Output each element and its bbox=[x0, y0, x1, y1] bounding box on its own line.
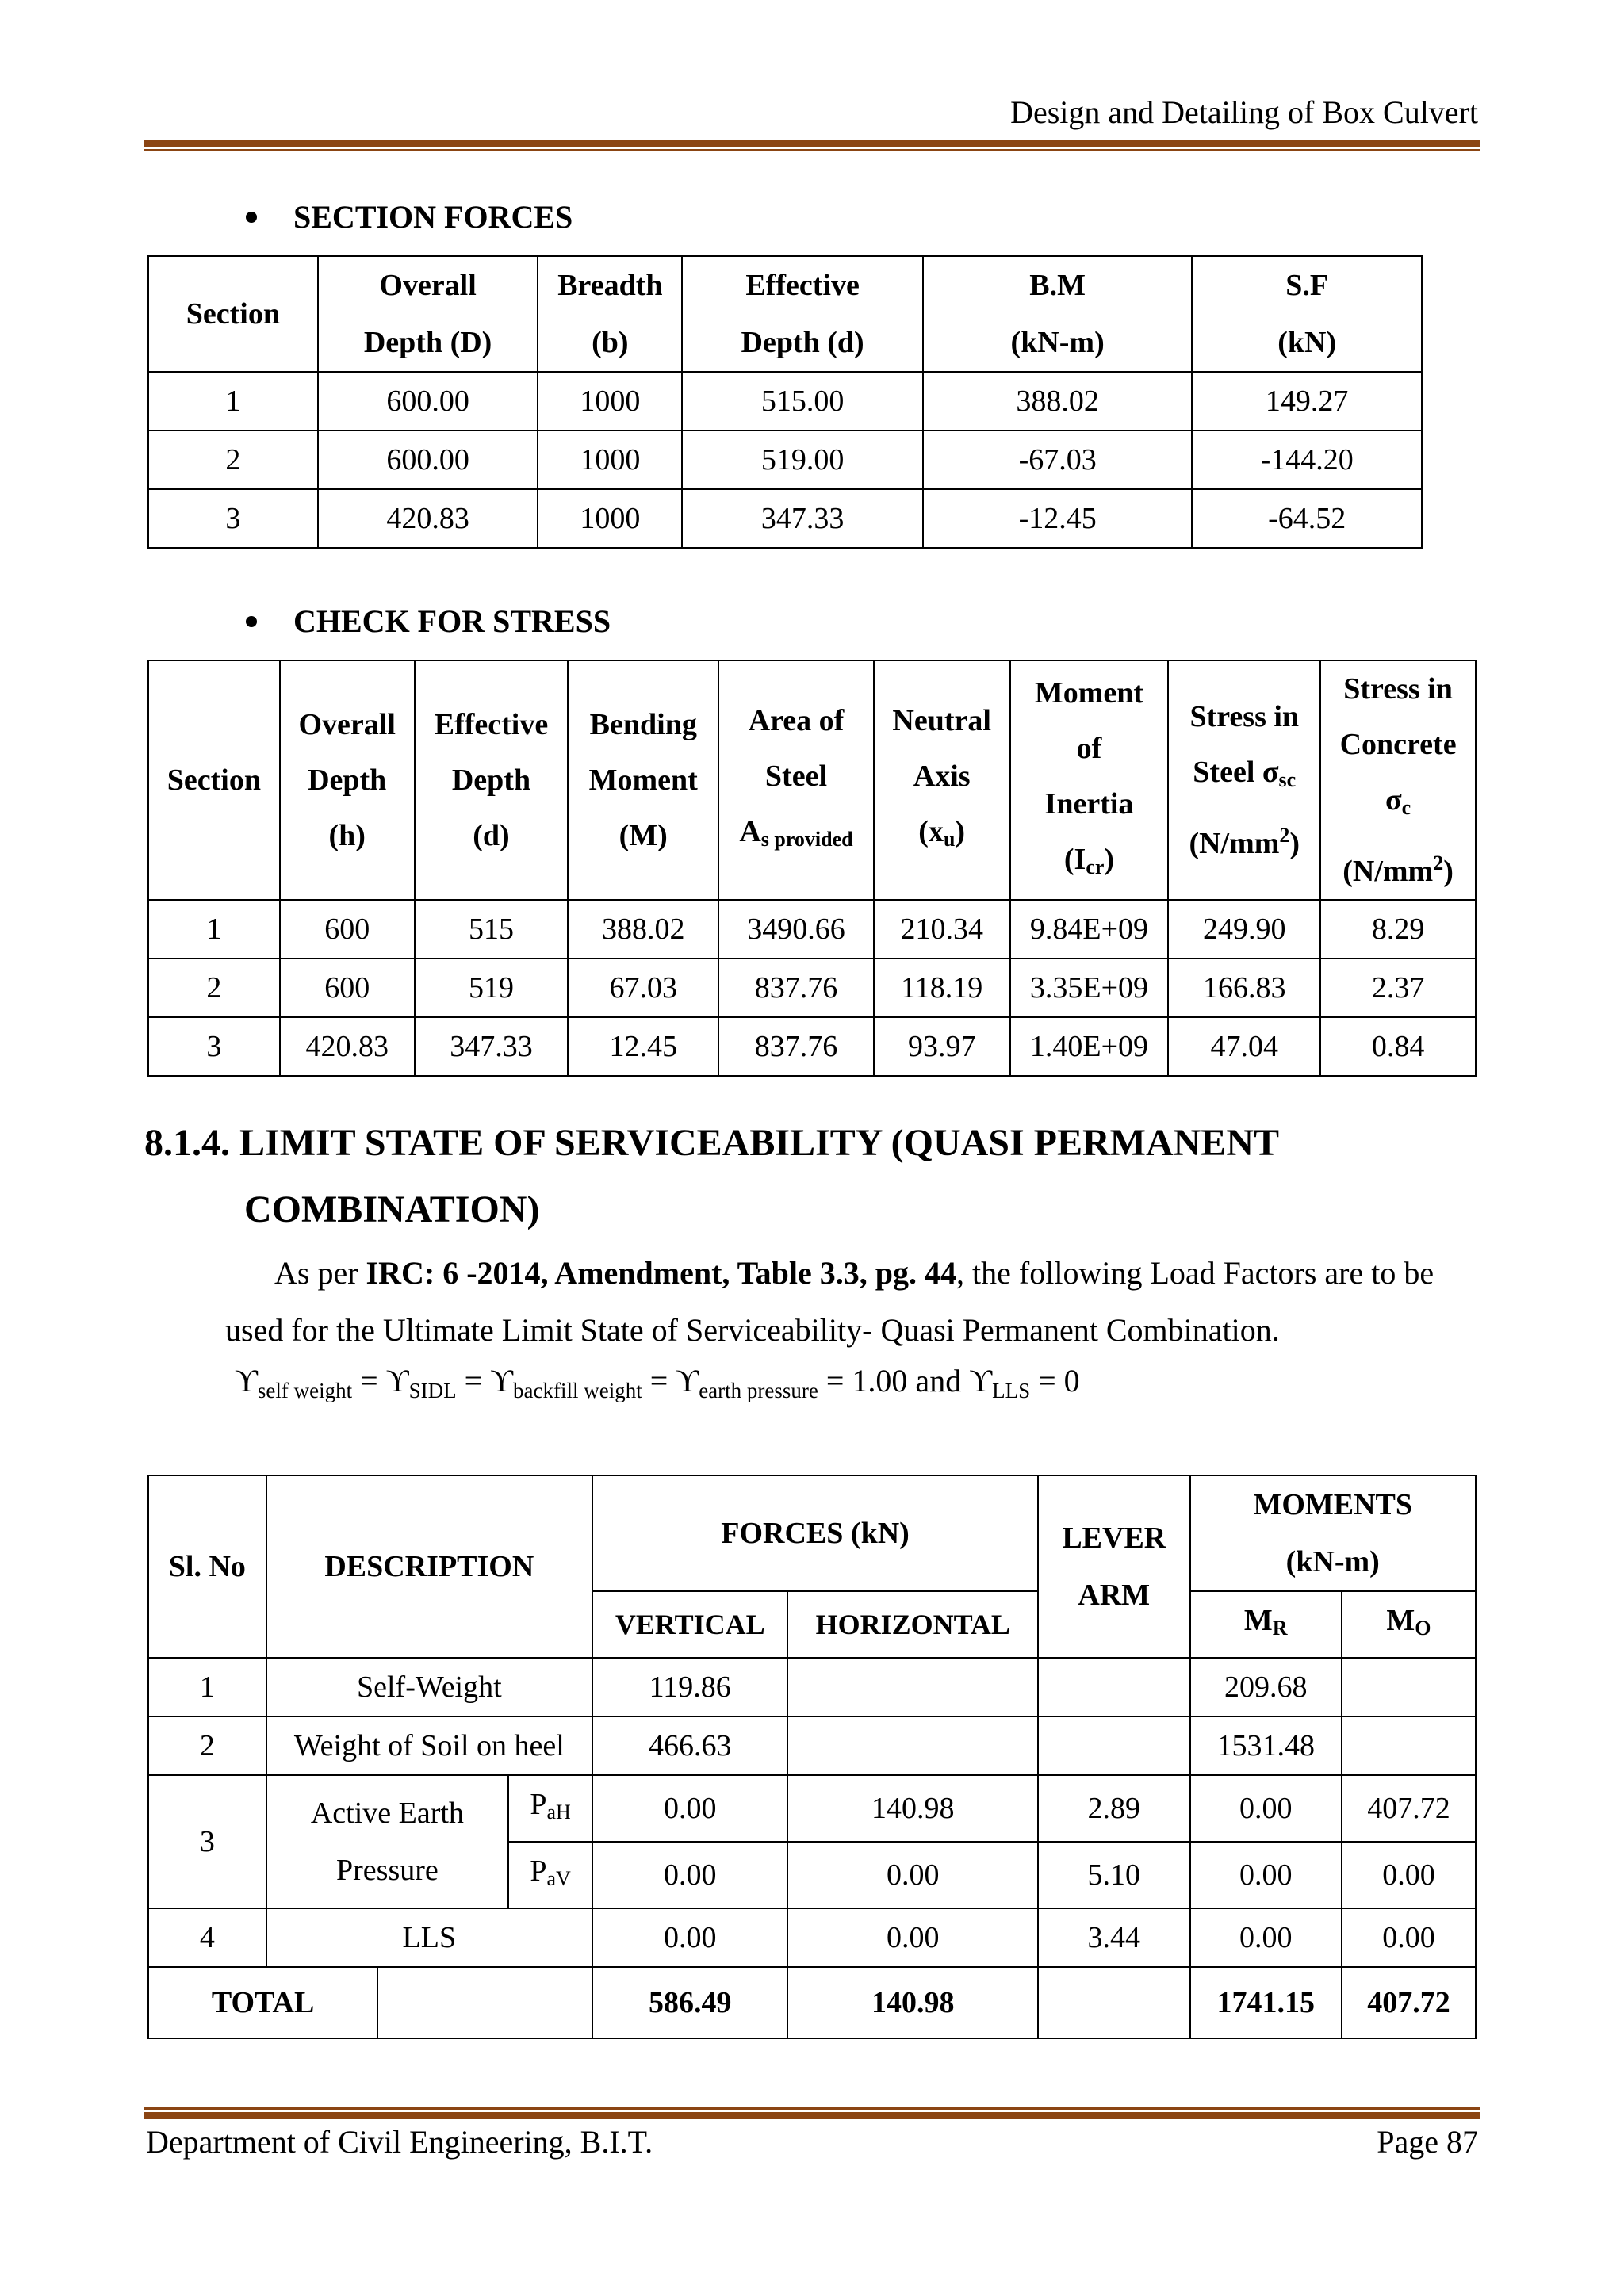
table-cell: 1531.48 bbox=[1190, 1716, 1342, 1775]
table-row bbox=[148, 1017, 1476, 1076]
col-stress-steel: Stress in Steel $\sigma_{sc}$ $(N/mm^2)$ bbox=[1168, 660, 1320, 900]
table-cell: TOTAL bbox=[148, 1967, 377, 2038]
table-row bbox=[148, 900, 1476, 959]
table-cell: 388.02 bbox=[923, 372, 1192, 430]
table-cell: 2.89 bbox=[1038, 1775, 1189, 1842]
table-cell: 837.76 bbox=[718, 1017, 874, 1076]
table-cell: 466.63 bbox=[592, 1716, 787, 1775]
col-description: DESCRIPTION bbox=[266, 1475, 592, 1658]
col-sf: S.F (kN) bbox=[1192, 256, 1422, 372]
col-bm: B.M (kN-m) bbox=[923, 256, 1192, 372]
table-header-row bbox=[148, 256, 1422, 372]
table-cell: 166.83 bbox=[1168, 959, 1320, 1017]
table-cell: 0.00 bbox=[592, 1908, 787, 1967]
table-cell: 0.00 bbox=[1342, 1908, 1476, 1967]
table-cell: 67.03 bbox=[568, 959, 718, 1017]
table-cell bbox=[787, 1716, 1038, 1775]
table-cell: 586.49 bbox=[592, 1967, 787, 2038]
col-moment-of-inertia: Moment of Inertia $(I_{cr})$ bbox=[1010, 660, 1169, 900]
check-stress-heading-text: CHECK FOR STRESS bbox=[293, 603, 611, 639]
col-forces: FORCES (kN) bbox=[592, 1475, 1038, 1591]
table-cell: 837.76 bbox=[718, 959, 874, 1017]
section-title-line1: LIMIT STATE OF SERVICEABILITY (QUASI PERMANENT bbox=[239, 1122, 1279, 1164]
table-cell: Self-Weight bbox=[266, 1658, 592, 1716]
col-mo: $M_O$ bbox=[1342, 1591, 1476, 1658]
table-cell: 600 bbox=[280, 959, 415, 1017]
table-cell bbox=[1342, 1658, 1476, 1716]
table-row bbox=[148, 1908, 1476, 1967]
col-lever-arm: LEVER ARM bbox=[1038, 1475, 1189, 1658]
total-row bbox=[148, 1967, 1476, 2038]
table-cell: 515 bbox=[415, 900, 569, 959]
table-cell: 9.84E+09 bbox=[1010, 900, 1169, 959]
check-stress-table bbox=[147, 660, 1477, 1077]
table-row bbox=[148, 372, 1422, 430]
col-horizontal: HORIZONTAL bbox=[787, 1591, 1038, 1658]
table-cell: 1 bbox=[148, 1658, 266, 1716]
table-cell: 0.00 bbox=[592, 1842, 787, 1908]
table-cell: LLS bbox=[266, 1908, 592, 1967]
section-forces-heading bbox=[246, 198, 573, 235]
table-cell: 1000 bbox=[538, 372, 682, 430]
col-breadth: Breadth (b) bbox=[538, 256, 682, 372]
table-cell: 0.00 bbox=[1190, 1842, 1342, 1908]
table-cell: 249.90 bbox=[1168, 900, 1320, 959]
table-cell bbox=[1038, 1658, 1189, 1716]
table-cell: -64.52 bbox=[1192, 489, 1422, 548]
col-section: Section bbox=[148, 660, 280, 900]
col-slno: Sl. No bbox=[148, 1475, 266, 1658]
section-title-line2: COMBINATION) bbox=[244, 1188, 540, 1230]
table-cell: 118.19 bbox=[874, 959, 1010, 1017]
col-moments: MOMENTS (kN-m) bbox=[1190, 1475, 1477, 1591]
table-cell: 420.83 bbox=[318, 489, 538, 548]
footer-rule-thin bbox=[144, 2107, 1480, 2110]
bullet-icon bbox=[246, 616, 257, 627]
table-cell: 2.37 bbox=[1320, 959, 1476, 1017]
table-cell: 209.68 bbox=[1190, 1658, 1342, 1716]
table-cell: 93.97 bbox=[874, 1017, 1010, 1076]
table-cell: 8.29 bbox=[1320, 900, 1476, 959]
table-cell: -12.45 bbox=[923, 489, 1192, 548]
table-cell: Weight of Soil on heel bbox=[266, 1716, 592, 1775]
col-overall-depth: Overall Depth (h) bbox=[280, 660, 415, 900]
table-cell: 347.33 bbox=[415, 1017, 569, 1076]
bullet-icon bbox=[246, 212, 257, 223]
table-cell: 0.00 bbox=[1342, 1842, 1476, 1908]
table-cell: 519 bbox=[415, 959, 569, 1017]
table-cell: 519.00 bbox=[682, 430, 923, 489]
table-cell: 5.10 bbox=[1038, 1842, 1189, 1908]
table-row bbox=[148, 1658, 1476, 1716]
table-cell bbox=[1342, 1716, 1476, 1775]
table-cell: 149.27 bbox=[1192, 372, 1422, 430]
col-effective-depth: Effective Depth (d) bbox=[682, 256, 923, 372]
col-effective-depth: Effective Depth (d) bbox=[415, 660, 569, 900]
table-cell: 407.72 bbox=[1342, 1967, 1476, 2038]
table-cell: 1741.15 bbox=[1190, 1967, 1342, 2038]
table-cell: 3 bbox=[148, 1775, 266, 1908]
table-cell: 2 bbox=[148, 1716, 266, 1775]
table-row bbox=[148, 489, 1422, 548]
table-cell: 1000 bbox=[538, 430, 682, 489]
col-stress-concrete: Stress in Concrete $\sigma_c$ $(N/mm^2)$ bbox=[1320, 660, 1476, 900]
col-area-of-steel: Area of Steel $A_{s provided}$ bbox=[718, 660, 874, 900]
table-cell: 420.83 bbox=[280, 1017, 415, 1076]
table-row: 3 Active Earth Pressure $P_{aH}$ 0.00 140.98 2.89 0.00 407.72 bbox=[148, 1775, 1476, 1842]
table-cell: 0.84 bbox=[1320, 1017, 1476, 1076]
table-cell: 347.33 bbox=[682, 489, 923, 548]
table-cell: 2 bbox=[148, 430, 318, 489]
table-cell: 1.40E+09 bbox=[1010, 1017, 1169, 1076]
table-cell: 210.34 bbox=[874, 900, 1010, 959]
table-cell: 2 bbox=[148, 959, 280, 1017]
table-row bbox=[148, 959, 1476, 1017]
load-factor-formula: $ϒ_{self weight} = ϒ_{SIDL} = ϒ_{backfill weight} = ϒ_{earth pressure} = 1.00$ and $ϒ_{LLS} = 0$ bbox=[235, 1363, 1080, 1402]
section-heading bbox=[144, 1110, 1279, 1243]
check-stress-heading bbox=[246, 603, 611, 640]
table-cell: 3 bbox=[148, 489, 318, 548]
section-forces-heading-text: SECTION FORCES bbox=[293, 199, 573, 235]
table-cell: 3.35E+09 bbox=[1010, 959, 1169, 1017]
table-cell: 0.00 bbox=[1190, 1908, 1342, 1967]
table-cell: 1000 bbox=[538, 489, 682, 548]
table-cell: 1 bbox=[148, 900, 280, 959]
load-table bbox=[147, 1475, 1477, 2039]
section-forces-table bbox=[147, 255, 1423, 549]
table-cell bbox=[1038, 1716, 1189, 1775]
table-row: $P_{aV}$ 0.00 0.00 5.10 0.00 0.00 bbox=[148, 1842, 1476, 1908]
table-cell: 0.00 bbox=[592, 1775, 787, 1842]
header-rule bbox=[144, 140, 1480, 147]
col-neutral-axis: Neutral Axis $(x_u)$ bbox=[874, 660, 1010, 900]
table-row bbox=[148, 1716, 1476, 1775]
table-cell: 0.00 bbox=[1190, 1775, 1342, 1842]
header-rule-thin bbox=[144, 149, 1480, 151]
table-cell: 0.00 bbox=[787, 1908, 1038, 1967]
table-cell: 600.00 bbox=[318, 372, 538, 430]
table-cell: 388.02 bbox=[568, 900, 718, 959]
footer-page-number: Page 87 bbox=[1377, 2124, 1478, 2160]
table-cell: 600.00 bbox=[318, 430, 538, 489]
table-cell: 515.00 bbox=[682, 372, 923, 430]
header-title: Design and Detailing of Box Culvert bbox=[1010, 94, 1478, 130]
table-header-row bbox=[148, 660, 1476, 900]
table-cell: 140.98 bbox=[787, 1775, 1038, 1842]
col-section: Section bbox=[148, 256, 318, 372]
table-cell: 3.44 bbox=[1038, 1908, 1189, 1967]
table-cell: 119.86 bbox=[592, 1658, 787, 1716]
table-cell: 3490.66 bbox=[718, 900, 874, 959]
table-cell: 1 bbox=[148, 372, 318, 430]
table-cell: 600 bbox=[280, 900, 415, 959]
body-paragraph: As per IRC: 6 -2014, Amendment, Table 3.3, pg. 44, the following Load Factors are to be used for the Ultimate Limit State of Serviceability- Quasi Permanent Combination. bbox=[225, 1255, 1434, 1348]
col-vertical: VERTICAL bbox=[592, 1591, 787, 1658]
table-cell: 47.04 bbox=[1168, 1017, 1320, 1076]
table-cell: 3 bbox=[148, 1017, 280, 1076]
table-cell: 140.98 bbox=[787, 1967, 1038, 2038]
section-number: 8.1.4. bbox=[144, 1122, 230, 1164]
table-cell bbox=[787, 1658, 1038, 1716]
footer-rule bbox=[144, 2112, 1480, 2119]
table-cell: 407.72 bbox=[1342, 1775, 1476, 1842]
footer-department: Department of Civil Engineering, B.I.T. bbox=[146, 2124, 653, 2160]
col-overall-depth: Overall Depth (D) bbox=[318, 256, 538, 372]
table-cell: -144.20 bbox=[1192, 430, 1422, 489]
table-row bbox=[148, 430, 1422, 489]
table-cell: 12.45 bbox=[568, 1017, 718, 1076]
table-header-row bbox=[148, 1475, 1476, 1591]
table-cell: 0.00 bbox=[787, 1842, 1038, 1908]
col-bending-moment: Bending Moment (M) bbox=[568, 660, 718, 900]
table-cell: -67.03 bbox=[923, 430, 1192, 489]
table-cell: 4 bbox=[148, 1908, 266, 1967]
col-mr: $M_R$ bbox=[1190, 1591, 1342, 1658]
